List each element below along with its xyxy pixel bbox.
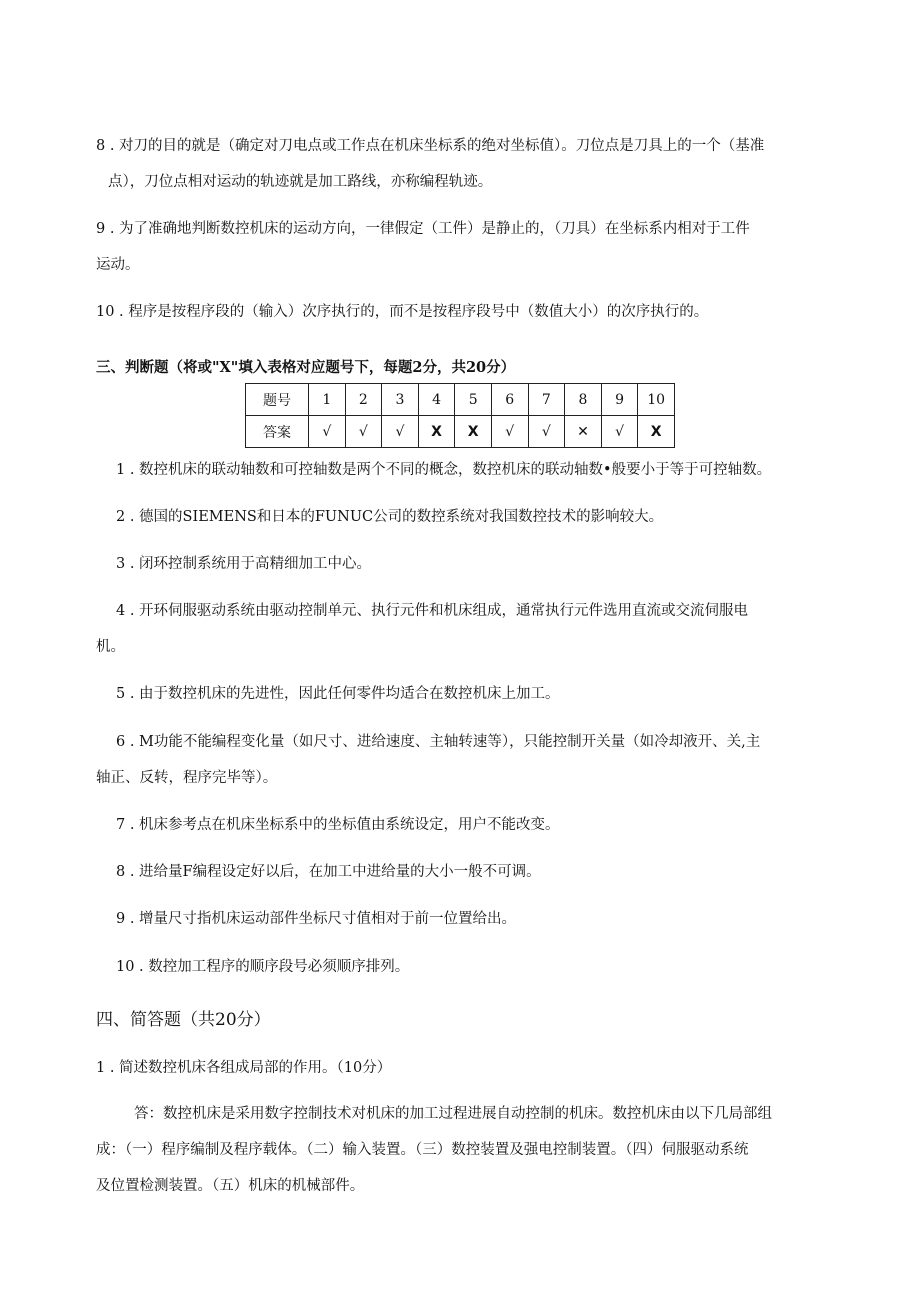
judge-q8: 8 . 进给量F编程设定好以后，在加工中进给量的大小一般不可调。 bbox=[116, 864, 541, 880]
judge-q2: 2 . 德国的SIEMENS和日本的FUNUC公司的数控系统对我国数控技术的影响较大。 bbox=[116, 509, 664, 525]
answer-table bbox=[245, 383, 675, 448]
table-answer-cell: √ bbox=[528, 416, 565, 448]
fill-q8-line2: 点），刀位点相对运动的轨迹就是加工路线，亦称编程轨迹。 bbox=[108, 174, 493, 190]
table-number-cell: 4 bbox=[418, 384, 455, 416]
short-answer-heading: 四、简答题（共20分） bbox=[96, 1010, 271, 1030]
table-row-numbers bbox=[246, 384, 675, 416]
table-answer-cell: √ bbox=[382, 416, 419, 448]
judge-heading: 三、判断题（将或"X"填入表格对应题号下，每题2分，共20分） bbox=[96, 359, 516, 376]
table-number-cell: 8 bbox=[565, 384, 602, 416]
table-number-cell: 1 bbox=[309, 384, 346, 416]
judge-q1: 1 . 数控机床的联动轴数和可控轴数是两个不同的概念，数控机床的联动轴数•般要小于等于可控轴数。 bbox=[116, 462, 772, 478]
judge-q10: 10 . 数控加工程序的顺序段号必须顺序排列。 bbox=[116, 959, 410, 975]
table-number-cell: 9 bbox=[601, 384, 638, 416]
judge-q6-line1: 6 . M功能不能编程变化量（如尺寸、进给速度、主轴转速等），只能控制开关量（如冷却液开、关,主 bbox=[116, 734, 761, 750]
fill-q9-line2: 运动。 bbox=[96, 257, 140, 273]
judge-q5: 5 . 由于数控机床的先进性，因此任何零件均适合在数控机床上加工。 bbox=[116, 686, 560, 702]
judge-q4-line2: 机。 bbox=[96, 639, 125, 655]
table-answer-cell: √ bbox=[309, 416, 346, 448]
table-answer-cell: ✕ bbox=[565, 416, 602, 448]
fill-q8-line1: 8 . 对刀的目的就是（确定对刀电点或工作点在机床坐标系的绝对坐标值）。刀位点是刀具上的一个（基准 bbox=[96, 138, 765, 154]
judge-q3: 3 . 闭环控制系统用于高精细加工中心。 bbox=[116, 556, 372, 572]
table-answer-cell: √ bbox=[601, 416, 638, 448]
table-answer-cell: √ bbox=[345, 416, 382, 448]
table-number-cell: 5 bbox=[455, 384, 492, 416]
judge-q6-line2: 轴正、反转，程序完毕等）。 bbox=[96, 770, 278, 786]
table-number-cell: 2 bbox=[345, 384, 382, 416]
short-answer-line3: 及位置检测装置。（五）机床的机械部件。 bbox=[96, 1178, 365, 1194]
table-row-answers bbox=[246, 416, 675, 448]
short-q1: 1 . 简述数控机床各组成局部的作用。（10分） bbox=[96, 1060, 392, 1076]
table-answer-cell: X bbox=[418, 416, 455, 448]
short-answer-line2: 成：（一）程序编制及程序载体。（二）输入装置。（三）数控装置及强电控制装置。（四）伺服驱动系统 bbox=[96, 1142, 749, 1158]
table-answer-cell: X bbox=[638, 416, 675, 448]
fill-q9-line1: 9 . 为了准确地判断数控机床的运动方向，一律假定（工件）是静止的，（刀具）在坐标系内相对于工件 bbox=[96, 221, 750, 237]
table-number-cell: 3 bbox=[382, 384, 419, 416]
table-label-number: 题号 bbox=[246, 384, 309, 416]
table-number-cell: 10 bbox=[638, 384, 675, 416]
table-answer-cell: √ bbox=[491, 416, 528, 448]
judge-q4-line1: 4 . 开环伺服驱动系统由驱动控制单元、执行元件和机床组成，通常执行元件选用直流或交流伺服电 bbox=[116, 603, 749, 619]
table-number-cell: 7 bbox=[528, 384, 565, 416]
judge-q7: 7 . 机床参考点在机床坐标系中的坐标值由系统设定，用户不能改变。 bbox=[116, 817, 560, 833]
judge-q9: 9 . 增量尺寸指机床运动部件坐标尺寸值相对于前一位置给出。 bbox=[116, 911, 517, 927]
table-label-answer: 答案 bbox=[246, 416, 309, 448]
table-number-cell: 6 bbox=[491, 384, 528, 416]
short-answer-line1: 答：数控机床是采用数字控制技术对机床的加工过程进展自动控制的机床。数控机床由以下几局部组 bbox=[134, 1106, 772, 1122]
table-answer-cell: X bbox=[455, 416, 492, 448]
fill-q10-line1: 10 . 程序是按程序段的（输入）次序执行的，而不是按程序段号中（数值大小）的次序执行的。 bbox=[96, 304, 709, 320]
